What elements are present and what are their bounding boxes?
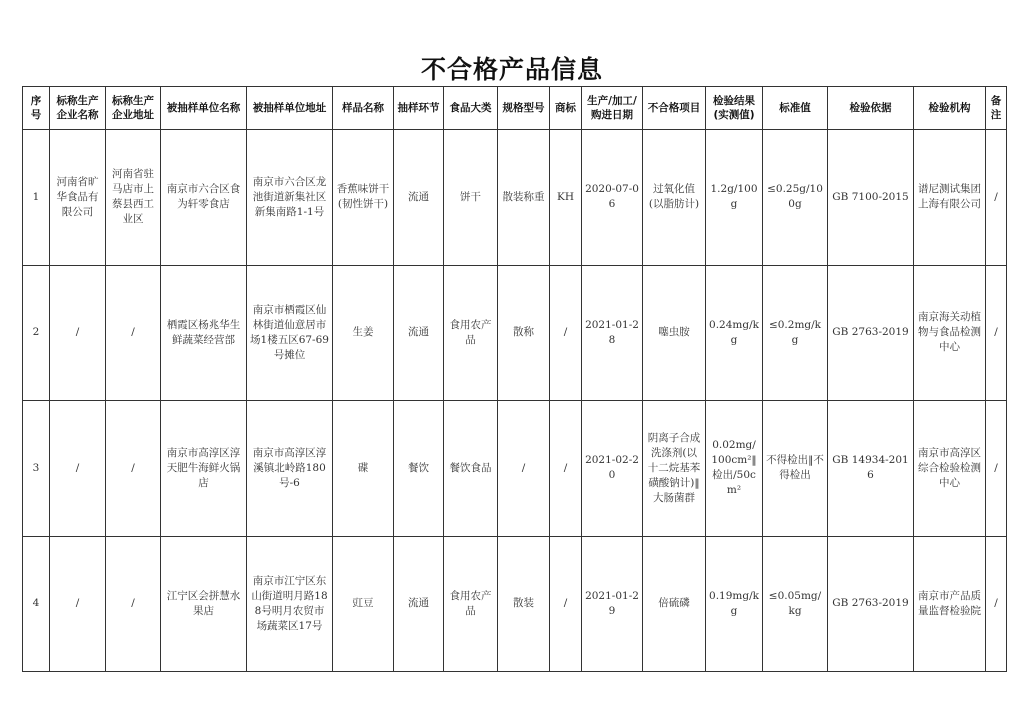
cell-manufacturer-address: / (106, 536, 161, 672)
cell-index: 1 (23, 130, 50, 266)
cell-sampled-unit-address: 南京市江宁区东山街道明月路188号明月农贸市场蔬菜区17号 (247, 536, 333, 672)
cell-index: 2 (23, 265, 50, 401)
cell-trademark: / (550, 401, 582, 537)
cell-manufacturer-name: 河南省旷华食品有限公司 (50, 130, 106, 266)
page-title: 不合格产品信息 (420, 55, 603, 84)
cell-sampled-unit-name: 江宁区会拼慧水果店 (161, 536, 247, 672)
unqualified-products-table (22, 86, 1007, 672)
header-row (23, 87, 1007, 130)
header-index: 序号 (23, 87, 50, 130)
cell-sample-name: 碟 (333, 401, 394, 537)
cell-specification: 散装称重 (498, 130, 550, 266)
cell-test-institution: 南京市高淳区综合检验检测中心 (914, 401, 986, 537)
cell-test-result: 0.19mg/kg (706, 536, 763, 672)
cell-test-result: 1.2g/100g (706, 130, 763, 266)
cell-test-basis: GB 14934-2016 (828, 401, 914, 537)
header-failed-item: 不合格项目 (643, 87, 706, 130)
cell-test-basis: GB 2763-2019 (828, 265, 914, 401)
cell-failed-item: 噻虫胺 (643, 265, 706, 401)
cell-sampled-unit-name: 南京市六合区食为轩零食店 (161, 130, 247, 266)
table-row (23, 265, 1007, 401)
cell-specification: 散装 (498, 536, 550, 672)
header-sampled-unit-name: 被抽样单位名称 (161, 87, 247, 130)
table-row (23, 130, 1007, 266)
cell-test-basis: GB 7100-2015 (828, 130, 914, 266)
header-sample-name: 样品名称 (333, 87, 394, 130)
cell-standard-value: ≤0.25g/100g (763, 130, 828, 266)
cell-sampled-unit-name: 南京市高淳区淳天肥牛海鲜火锅店 (161, 401, 247, 537)
cell-test-basis: GB 2763-2019 (828, 536, 914, 672)
cell-food-category: 饼干 (444, 130, 498, 266)
cell-standard-value: ≤0.2mg/kg (763, 265, 828, 401)
cell-sampling-stage: 流通 (394, 130, 444, 266)
cell-food-category: 食用农产品 (444, 265, 498, 401)
cell-test-institution: 南京海关动植物与食品检测中心 (914, 265, 986, 401)
header-manufacturer-name: 标称生产 企业名称 (50, 87, 106, 130)
cell-remarks: / (986, 265, 1007, 401)
cell-manufacturer-name: / (50, 536, 106, 672)
cell-standard-value: ≤0.05mg/kg (763, 536, 828, 672)
cell-sampling-stage: 流通 (394, 536, 444, 672)
cell-date: 2021-01-28 (582, 265, 643, 401)
cell-sample-name: 生姜 (333, 265, 394, 401)
header-standard-value: 标准值 (763, 87, 828, 130)
cell-test-institution: 谱尼测试集团上海有限公司 (914, 130, 986, 266)
header-sampled-unit-address: 被抽样单位地址 (247, 87, 333, 130)
header-trademark: 商标 (550, 87, 582, 130)
cell-index: 3 (23, 401, 50, 537)
header-remarks: 备 注 (986, 87, 1007, 130)
cell-manufacturer-address: / (106, 265, 161, 401)
cell-specification: 散称 (498, 265, 550, 401)
header-test-institution: 检验机构 (914, 87, 986, 130)
cell-date: 2021-01-29 (582, 536, 643, 672)
header-sampling-stage: 抽样环节 (394, 87, 444, 130)
cell-standard-value: 不得检出‖不得检出 (763, 401, 828, 537)
cell-sampling-stage: 餐饮 (394, 401, 444, 537)
cell-trademark: KH (550, 130, 582, 266)
cell-manufacturer-name: / (50, 401, 106, 537)
cell-sampled-unit-address: 南京市六合区龙池街道新集社区新集南路1-1号 (247, 130, 333, 266)
header-food-category: 食品大类 (444, 87, 498, 130)
cell-manufacturer-address: 河南省驻马店市上蔡县西工业区 (106, 130, 161, 266)
cell-manufacturer-address: / (106, 401, 161, 537)
cell-test-result: 0.02mg/100cm²‖检出/50cm² (706, 401, 763, 537)
cell-remarks: / (986, 536, 1007, 672)
cell-trademark: / (550, 536, 582, 672)
cell-sample-name: 香蕉味饼干(韧性饼干) (333, 130, 394, 266)
cell-remarks: / (986, 130, 1007, 266)
cell-date: 2020-07-06 (582, 130, 643, 266)
header-test-basis: 检验依据 (828, 87, 914, 130)
cell-food-category: 餐饮食品 (444, 401, 498, 537)
cell-remarks: / (986, 401, 1007, 537)
cell-sample-name: 豇豆 (333, 536, 394, 672)
cell-food-category: 食用农产品 (444, 536, 498, 672)
cell-index: 4 (23, 536, 50, 672)
cell-manufacturer-name: / (50, 265, 106, 401)
cell-sampled-unit-address: 南京市高淳区淳溪镇北岭路180号-6 (247, 401, 333, 537)
cell-sampled-unit-name: 栖霞区杨兆华生鲜蔬菜经营部 (161, 265, 247, 401)
table-row (23, 536, 1007, 672)
cell-sampled-unit-address: 南京市栖霞区仙林街道仙意居市场1楼五区67-69号摊位 (247, 265, 333, 401)
cell-failed-item: 倍硫磷 (643, 536, 706, 672)
cell-failed-item: 阴离子合成洗涤剂(以十二烷基苯磺酸钠计)‖大肠菌群 (643, 401, 706, 537)
cell-trademark: / (550, 265, 582, 401)
cell-test-result: 0.24mg/kg (706, 265, 763, 401)
header-date: 生产/加工/ 购进日期 (582, 87, 643, 130)
cell-sampling-stage: 流通 (394, 265, 444, 401)
cell-date: 2021-02-20 (582, 401, 643, 537)
header-test-result: 检验结果 (实测值) (706, 87, 763, 130)
cell-test-institution: 南京市产品质量监督检验院 (914, 536, 986, 672)
header-specification: 规格型号 (498, 87, 550, 130)
cell-specification: / (498, 401, 550, 537)
header-manufacturer-address: 标称生产 企业地址 (106, 87, 161, 130)
table-row (23, 401, 1007, 537)
cell-failed-item: 过氧化值(以脂肪计) (643, 130, 706, 266)
